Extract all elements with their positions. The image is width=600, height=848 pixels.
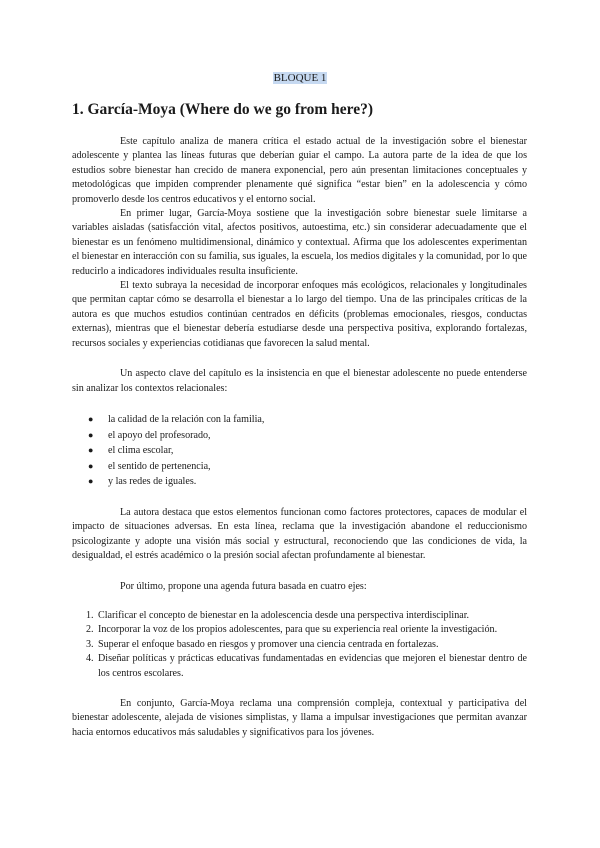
paragraph-conclusion: En conjunto, García-Moya reclama una comprensión compleja, contextual y participativa del bienestar adolescente, alejada de visiones simplistas, y llama a impulsar investigaciones que permitan avanzar hacia entornos educativos más saludables y significativos para los jóvenes. bbox=[72, 697, 527, 738]
list-item bbox=[72, 443, 527, 459]
chapter-title: 1. García-Moya (Where do we go from here?) bbox=[72, 101, 374, 118]
paragraph-intro: Este capítulo analiza de manera crítica el estado actual de la investigación sobre el bienestar adolescente y plantea las líneas futuras que deberían guiar el campo. La autora parte de la idea de que los estudios sobre bienestar han crecido de manera exponencial, pero aún presentan limitaciones conceptuales y metodológicas que impiden comprender plenamente qué significa “estar bien” en la adolescencia y cómo promoverlo desde los centros educativos y el entorno social. bbox=[72, 136, 527, 205]
numbered-item-text: Incorporar la voz de los propios adolescentes, para que su experiencia real oriente la investigación. bbox=[98, 624, 498, 636]
section-label bbox=[0, 71, 600, 85]
list-item-text: y las redes de iguales. bbox=[108, 476, 197, 488]
list-item bbox=[72, 412, 527, 428]
item-number: 4. bbox=[86, 653, 94, 665]
numbered-item bbox=[72, 609, 527, 623]
paragraph-ecological: El texto subraya la necesidad de incorporar enfoques más ecológicos, relacionales y longitudinales que permitan captar cómo se desarrolla el bienestar a lo largo del tiempo. Una de las principales críticas de la autora es que muchos estudios continúan centrados en déficits (problemas emocionales, riesgos, conductas externas), mientras que el bienestar debería estudiarse desde una perspectiva positiva, explorando fortalezas, recursos sociales y experiencias cotidianas que favorecen la salud mental. bbox=[72, 280, 527, 349]
numbered-item-text: Diseñar políticas y prácticas educativas fundamentadas en evidencias que mejoren el bienestar dentro de los centros escolares. bbox=[98, 653, 527, 679]
list-item-text: el sentido de pertenencia, bbox=[108, 460, 211, 472]
agenda-list bbox=[72, 609, 527, 681]
numbered-item bbox=[72, 638, 527, 652]
list-item-text: el clima escolar, bbox=[108, 445, 174, 457]
numbered-item bbox=[72, 652, 527, 681]
list-item bbox=[72, 428, 527, 444]
paragraph-contexts: Un aspecto clave del capítulo es la insistencia en que el bienestar adolescente no puede entenderse sin analizar los contextos relacionales: bbox=[72, 368, 527, 394]
bullet-icon: ● bbox=[88, 445, 94, 456]
numbered-item bbox=[72, 623, 527, 637]
paragraph-agenda-intro: Por último, propone una agenda futura basada en cuatro ejes: bbox=[120, 580, 367, 592]
paragraph-first-point: En primer lugar, García-Moya sostiene que la investigación sobre bienestar suele limitarse a variables aisladas (satisfacción vital, afectos positivos, autoestima, etc.) sin considerar adecuadamente que el bienestar es un fenómeno multidimensional, dinámico y contextual. Afirma que los adolescentes experimentan el bienestar en interacción con su familia, sus iguales, la escuela, los medios digitales y la comunidad, por lo que reducirlo a indicadores individuales resulta insuficiente. bbox=[72, 208, 527, 277]
bullet-icon: ● bbox=[88, 476, 94, 487]
list-item bbox=[72, 459, 527, 475]
numbered-item-text: Clarificar el concepto de bienestar en la adolescencia desde una perspectiva interdisciplinar. bbox=[98, 609, 470, 621]
list-item-text: la calidad de la relación con la familia, bbox=[108, 413, 265, 425]
section-label-text: BLOQUE 1 bbox=[273, 72, 327, 84]
bullet-icon: ● bbox=[88, 413, 94, 424]
numbered-item-text: Superar el enfoque basado en riesgos y promover una ciencia centrada en fortalezas. bbox=[98, 638, 439, 650]
bullet-icon: ● bbox=[88, 460, 94, 471]
item-number: 2. bbox=[86, 624, 94, 636]
document-body bbox=[72, 135, 527, 740]
item-number: 1. bbox=[86, 609, 94, 621]
list-item bbox=[72, 474, 527, 490]
paragraph-protective-factors: La autora destaca que estos elementos funcionan como factores protectores, capaces de modular el impacto de situaciones adversas. En esta línea, reclama que la investigación abandone el reduccionismo psicologizante y adopte una visión más social y estructural, reconociendo que las condiciones de vida, la desigualdad, el estrés académico o la presión social afectan profundamente al bienestar. bbox=[72, 506, 527, 562]
list-item-text: el apoyo del profesorado, bbox=[108, 429, 211, 441]
item-number: 3. bbox=[86, 638, 94, 650]
contexts-list bbox=[72, 412, 527, 490]
bullet-icon: ● bbox=[88, 429, 94, 440]
